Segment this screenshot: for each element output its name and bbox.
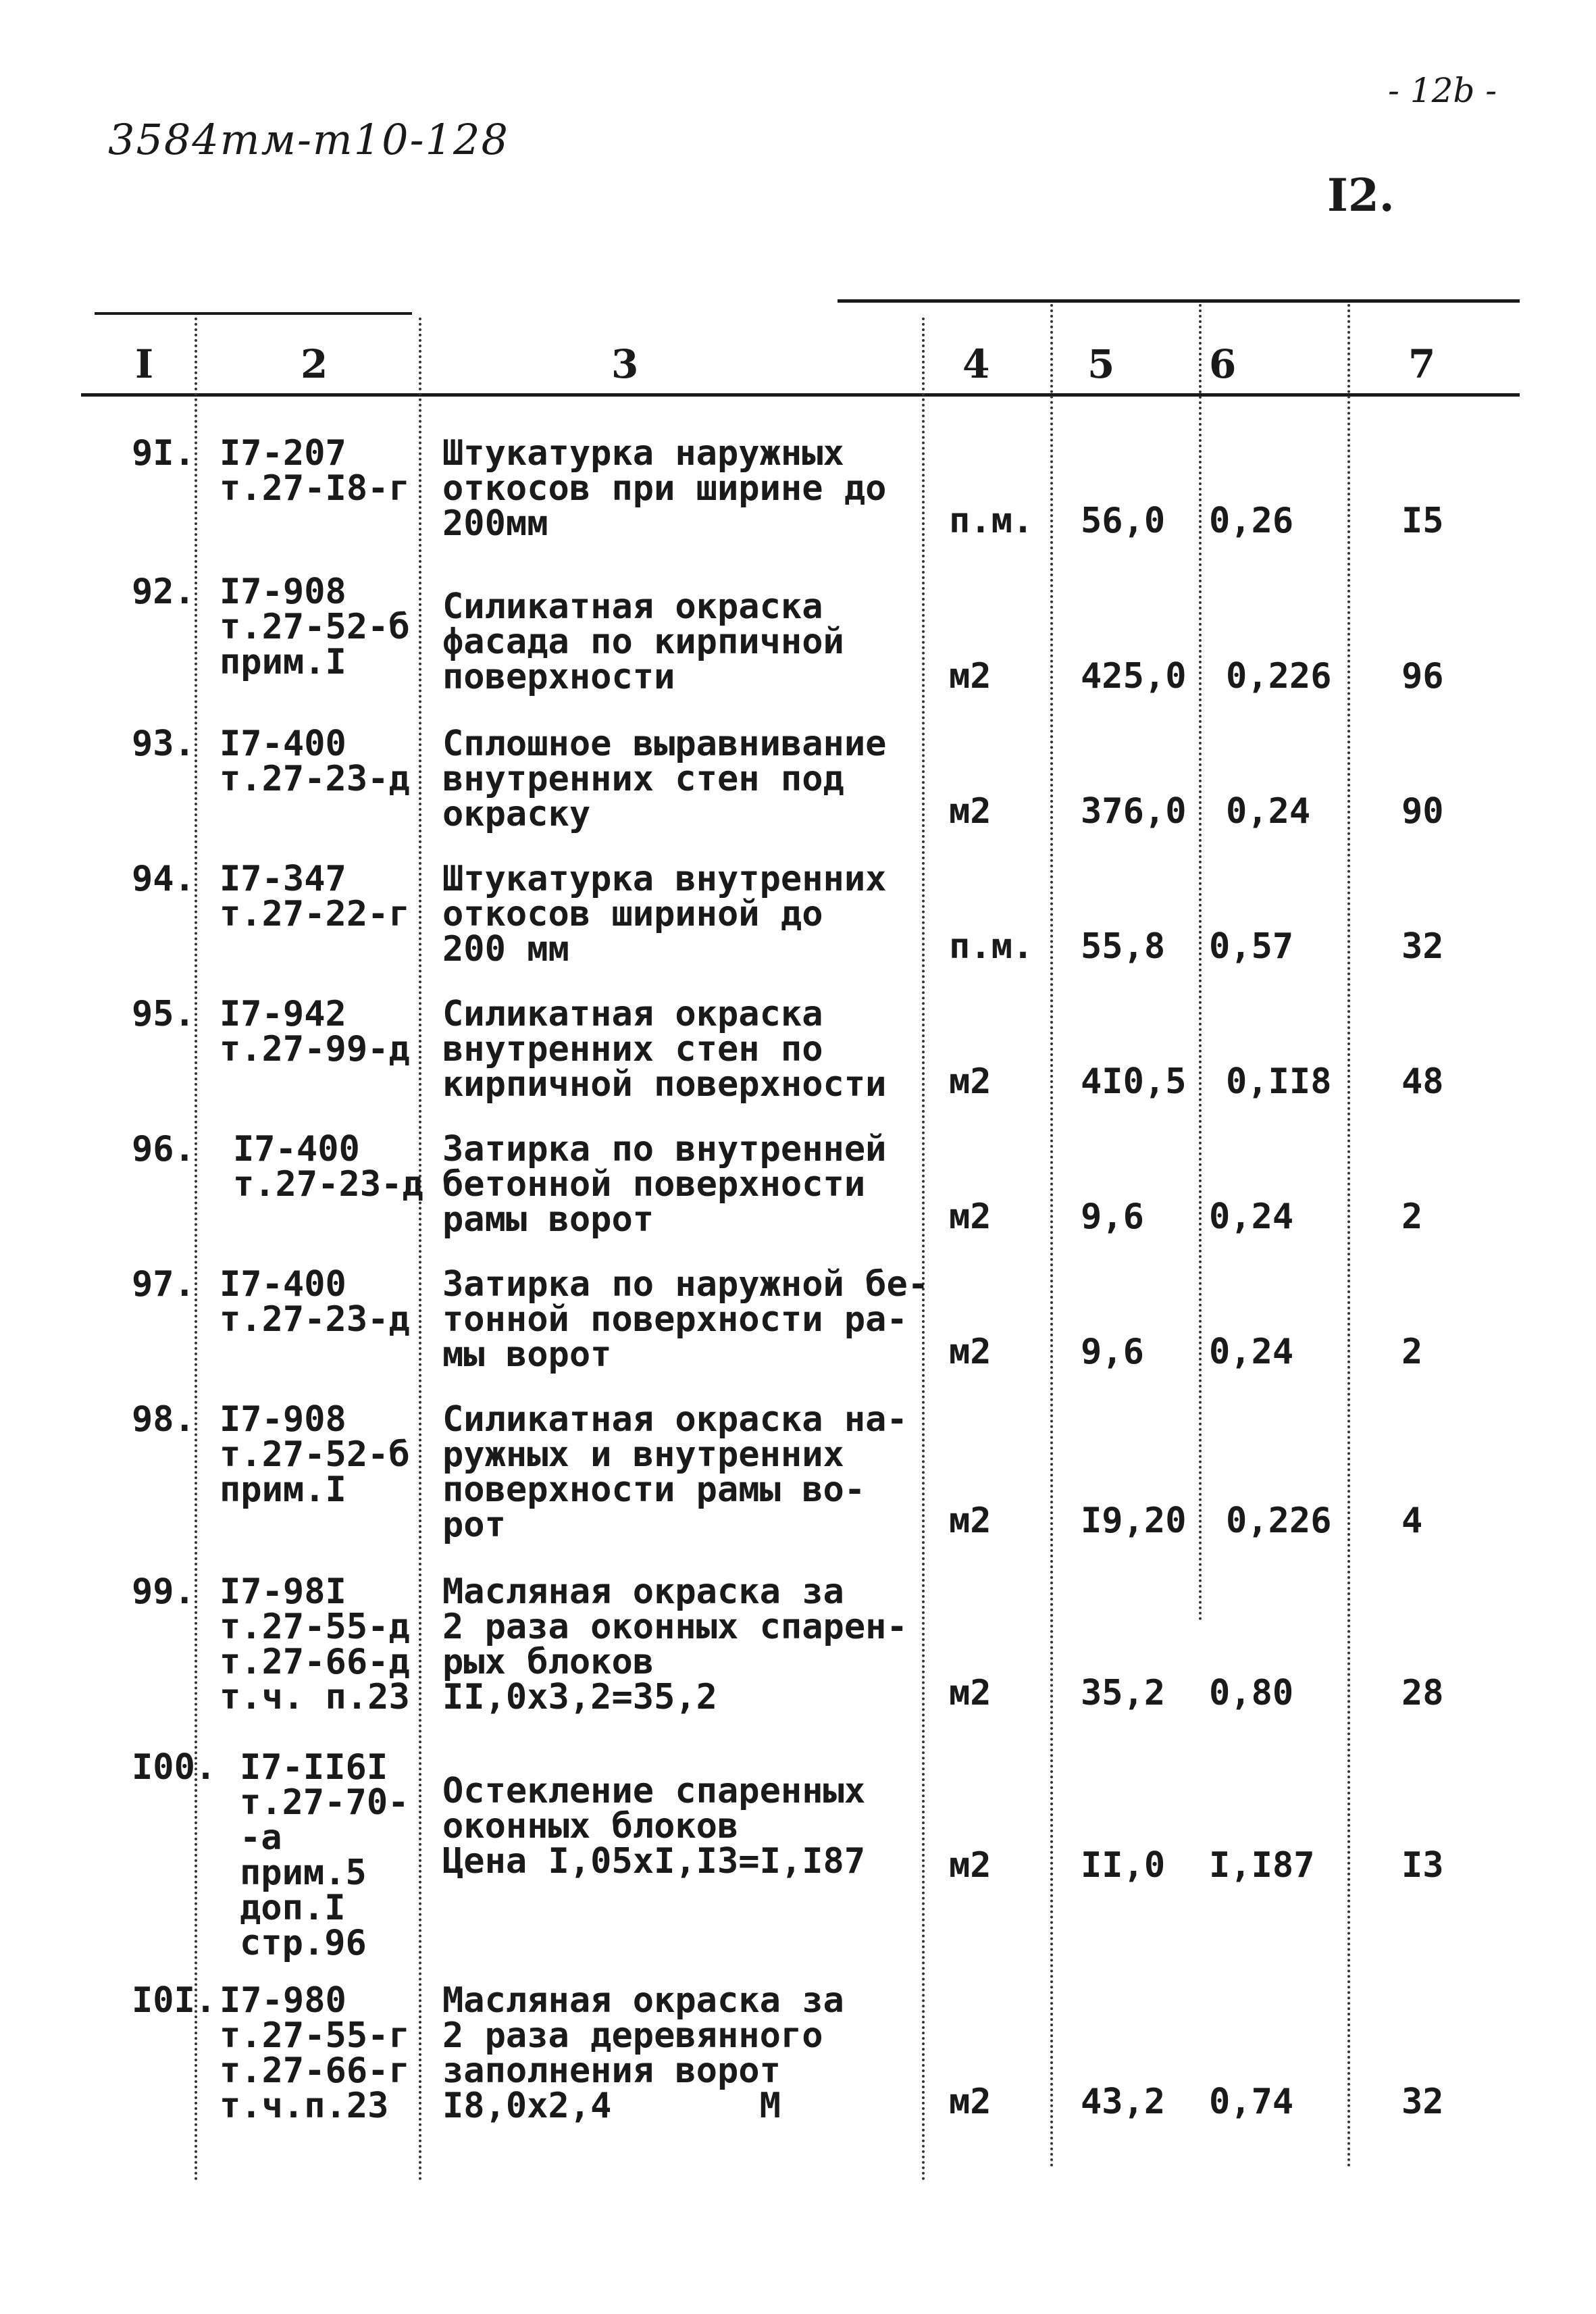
work-description: Сплошное выравнивание внутренних стен под окраску <box>442 724 887 834</box>
rate: 0,74 <box>1209 2082 1294 2122</box>
norm-code: I7-347 т.27-22-г <box>220 859 410 934</box>
page-number: - 12b - <box>1388 71 1497 110</box>
table-top-rule-right <box>838 299 1520 303</box>
quantity: I9,20 <box>1081 1501 1187 1541</box>
column-header-5: 5 <box>1087 341 1115 387</box>
column-header-1: I <box>135 341 154 387</box>
row-number: 92. <box>132 572 195 612</box>
column-divider-3 <box>922 318 925 2182</box>
rate: 0,226 <box>1226 1501 1332 1541</box>
unit: м2 <box>949 1673 992 1713</box>
quantity: II,0 <box>1081 1845 1166 1886</box>
unit: м2 <box>949 2082 992 2122</box>
row-number: 99. <box>132 1571 195 1612</box>
unit: п.м. <box>949 926 1034 967</box>
quantity: 56,0 <box>1081 501 1166 541</box>
unit: м2 <box>949 1332 992 1372</box>
total: I3 <box>1401 1845 1444 1886</box>
work-description: Масляная окраска за 2 раза оконных спарен- рых блоков II,0х3,2=35,2 <box>442 1571 908 1717</box>
column-divider-2 <box>419 318 421 2182</box>
unit: м2 <box>949 1501 992 1541</box>
norm-code: I7-942 т.27-99-д <box>220 994 410 1070</box>
total: 96 <box>1401 656 1444 697</box>
rate: 0,II8 <box>1226 1061 1332 1102</box>
norm-code: I7-400 т.27-23-д <box>220 1264 410 1340</box>
row-number: 93. <box>132 724 195 764</box>
column-header-7: 7 <box>1408 341 1436 387</box>
work-description: Остекление спаренных оконных блоков Цена I,05хI,I3=I,I87 <box>442 1771 866 1882</box>
work-description: Силикатная окраска фасада по кирпичной поверхности <box>442 586 844 697</box>
row-number: I00. <box>132 1747 217 1788</box>
rate: I,I87 <box>1209 1845 1315 1886</box>
table-header-rule <box>81 393 1520 397</box>
unit: м2 <box>949 1061 992 1102</box>
quantity: 9,6 <box>1081 1197 1144 1237</box>
column-header-3: 3 <box>611 341 639 387</box>
work-description: Затирка по внутренней бетонной поверхности рамы ворот <box>442 1129 887 1240</box>
row-number: 98. <box>132 1399 195 1440</box>
rate: 0,24 <box>1209 1197 1294 1237</box>
unit: м2 <box>949 791 992 832</box>
row-number: 9I. <box>132 433 195 474</box>
row-number: 97. <box>132 1264 195 1305</box>
unit: м2 <box>949 1845 992 1886</box>
quantity: 425,0 <box>1081 656 1187 697</box>
total: 2 <box>1401 1197 1423 1237</box>
rate: 0,57 <box>1209 926 1294 967</box>
quantity: 35,2 <box>1081 1673 1166 1713</box>
norm-code: I7-908 т.27-52-б прим.I <box>220 1399 410 1510</box>
column-header-2: 2 <box>301 341 328 387</box>
column-header-4: 4 <box>962 341 990 387</box>
work-description: Штукатурка наружных откосов при ширине до 200мм <box>442 433 887 544</box>
row-number: 96. <box>132 1129 195 1169</box>
rate: 0,226 <box>1226 656 1332 697</box>
column-divider-4 <box>1050 304 1053 2169</box>
norm-code: I7-II6I т.27-70- -а прим.5 доп.I стр.96 <box>240 1747 409 1963</box>
norm-code: I7-908 т.27-52-б прим.I <box>220 572 410 682</box>
norm-code: I7-980 т.27-55-г т.27-66-г т.ч.п.23 <box>220 1980 410 2126</box>
total: 32 <box>1401 926 1444 967</box>
total: 90 <box>1401 791 1444 832</box>
total: 28 <box>1401 1673 1444 1713</box>
norm-code: I7-400 т.27-23-д <box>220 724 410 799</box>
column-divider-5 <box>1199 304 1202 1621</box>
row-number: 94. <box>132 859 195 899</box>
rate: 0,24 <box>1226 791 1311 832</box>
quantity: 4I0,5 <box>1081 1061 1187 1102</box>
total: 2 <box>1401 1332 1423 1372</box>
rate: 0,24 <box>1209 1332 1294 1372</box>
unit: м2 <box>949 1197 992 1237</box>
norm-code: I7-400 т.27-23-д <box>233 1129 423 1205</box>
rate: 0,26 <box>1209 501 1294 541</box>
column-header-6: 6 <box>1209 341 1237 387</box>
total: 32 <box>1401 2082 1444 2122</box>
document-code: 3584тм-т10-128 <box>108 115 509 164</box>
sheet-number: I2. <box>1327 169 1395 222</box>
work-description: Масляная окраска за 2 раза деревянного заполнения ворот I8,0х2,4 М <box>442 1980 844 2126</box>
work-description: Силикатная окраска внутренних стен по кирпичной поверхности <box>442 994 887 1105</box>
row-number: 95. <box>132 994 195 1034</box>
quantity: 9,6 <box>1081 1332 1144 1372</box>
total: 4 <box>1401 1501 1423 1541</box>
total: 48 <box>1401 1061 1444 1102</box>
norm-code: I7-207 т.27-I8-г <box>220 433 410 509</box>
total: I5 <box>1401 501 1444 541</box>
quantity: 55,8 <box>1081 926 1166 967</box>
unit: п.м. <box>949 501 1034 541</box>
column-divider-6 <box>1347 304 1350 2169</box>
unit: м2 <box>949 656 992 697</box>
work-description: Штукатурка внутренних откосов шириной до 200 мм <box>442 859 887 970</box>
quantity: 43,2 <box>1081 2082 1166 2122</box>
row-number: I0I. <box>132 1980 217 2021</box>
norm-code: I7-98I т.27-55-д т.27-66-д т.ч. п.23 <box>220 1571 410 1717</box>
quantity: 376,0 <box>1081 791 1187 832</box>
table-top-rule-left <box>95 312 412 315</box>
work-description: Силикатная окраска на- ружных и внутренних поверхности рамы во- рот <box>442 1399 908 1545</box>
rate: 0,80 <box>1209 1673 1294 1713</box>
work-description: Затирка по наружной бе- тонной поверхности ра- мы ворот <box>442 1264 929 1375</box>
